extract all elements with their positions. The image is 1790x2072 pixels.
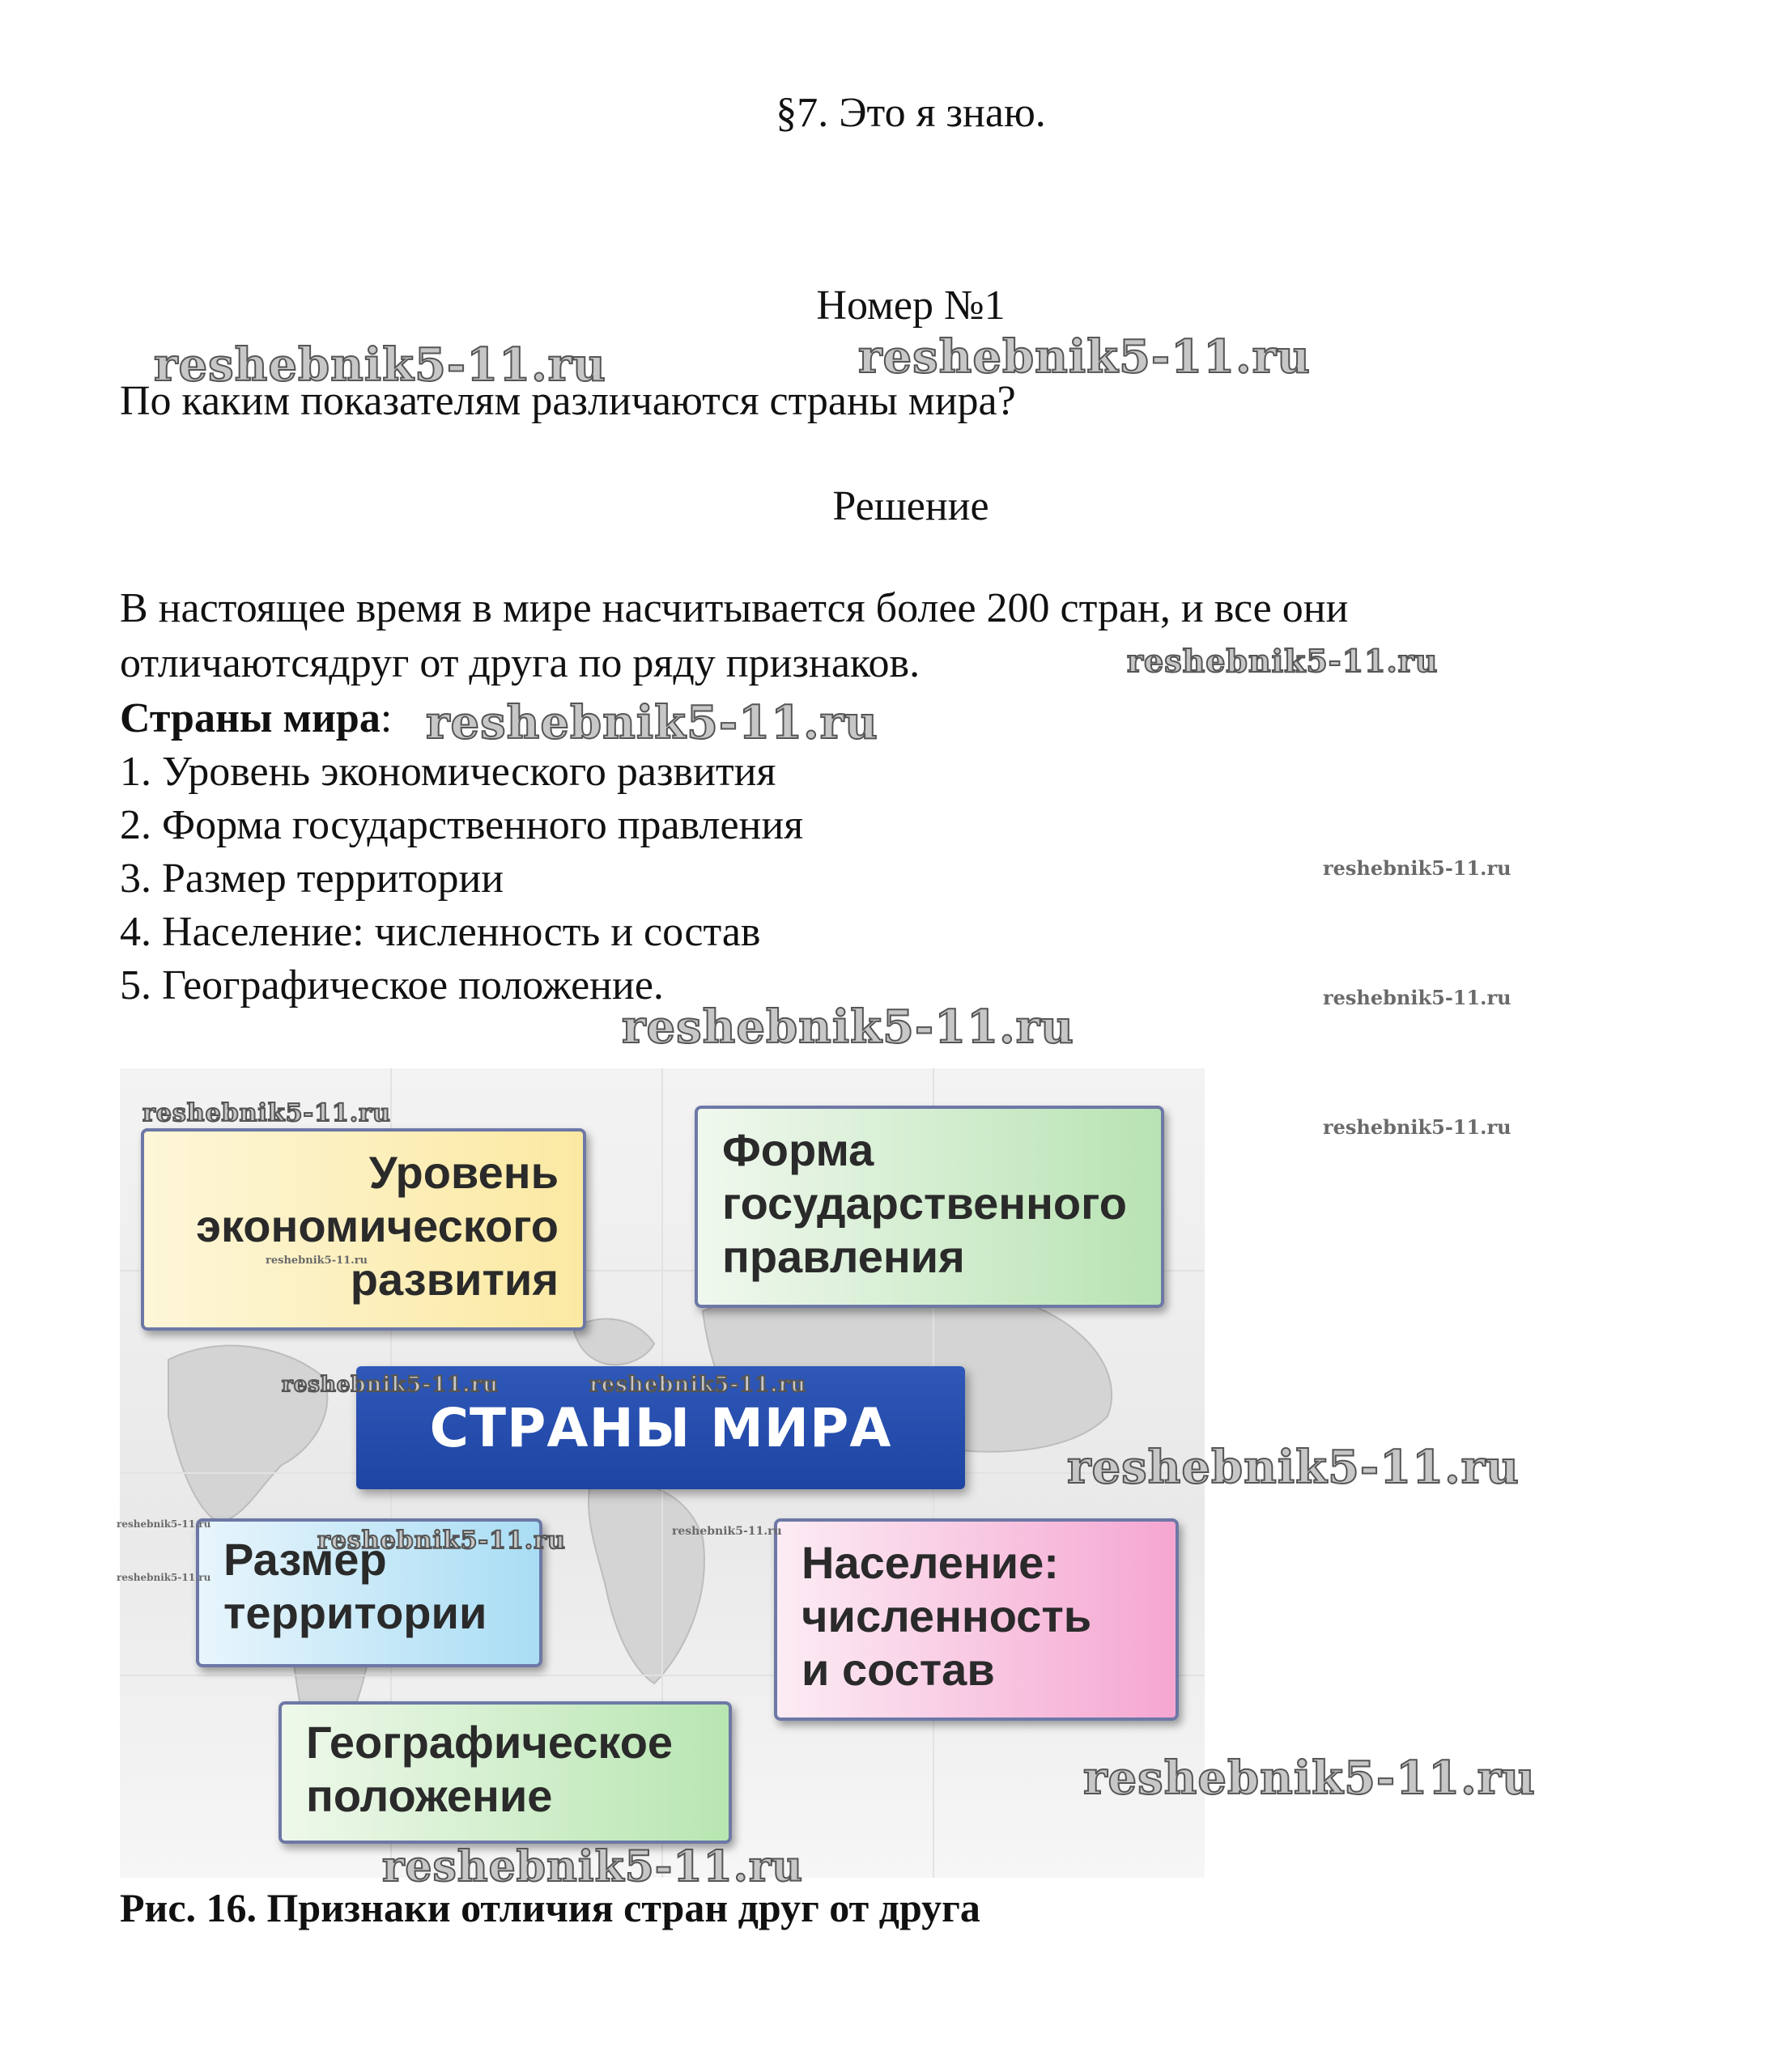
box-line: Размер	[223, 1534, 387, 1585]
box-line: Географическое	[306, 1717, 674, 1768]
list-heading-text: Страны мира	[120, 695, 381, 741]
geographic-position-box	[278, 1701, 732, 1844]
list-item: 1. Уровень экономического развития	[120, 749, 776, 795]
list-item: 4. Население: численность и состав	[120, 909, 761, 955]
watermark: reshebnik5-11.ru	[142, 1099, 391, 1127]
watermark: reshebnik5-11.ru	[622, 1000, 1074, 1054]
section-title: §7. Это я знаю.	[776, 90, 1046, 136]
box-line: численность	[801, 1590, 1092, 1641]
watermark: reshebnik5-11.ru	[382, 1842, 804, 1892]
list-heading-colon: :	[380, 695, 393, 741]
economy-level-box	[141, 1128, 586, 1331]
countries-diagram	[120, 1068, 1205, 1878]
watermark: reshebnik5-11.ru	[154, 338, 606, 392]
watermark: reshebnik5-11.ru	[282, 1373, 500, 1397]
countries-of-world-banner: СТРАНЫ МИРА	[356, 1366, 965, 1489]
watermark: reshebnik5-11.ru	[1323, 1115, 1512, 1139]
watermark: reshebnik5-11.ru	[1323, 856, 1512, 880]
watermark: reshebnik5-11.ru	[1323, 986, 1512, 1009]
box-line: правления	[722, 1231, 965, 1282]
question-text: По каким показателям различаются страны мира?	[120, 378, 1016, 424]
box-line: положение	[306, 1770, 553, 1821]
government-form-box	[695, 1106, 1164, 1308]
watermark: reshebnik5-11.ru	[117, 1572, 211, 1583]
watermark: reshebnik5-11.ru	[317, 1526, 566, 1555]
list-item: 3. Размер территории	[120, 856, 504, 902]
watermark: reshebnik5-11.ru	[117, 1518, 211, 1530]
watermark: reshebnik5-11.ru	[1083, 1751, 1536, 1805]
watermark: reshebnik5-11.ru	[266, 1255, 368, 1267]
box-line: Уровень	[368, 1147, 559, 1198]
figure-caption: Рис. 16. Признаки отличия стран друг от друга	[120, 1885, 980, 1930]
solution-heading: Решение	[832, 483, 989, 529]
watermark: reshebnik5-11.ru	[1067, 1441, 1520, 1494]
list-heading	[120, 694, 392, 742]
box-line: Форма	[722, 1124, 874, 1175]
paragraph-line-1: В настоящее время в мире насчитывается более 200 стран, и все они	[120, 585, 1349, 631]
watermark: reshebnik5-11.ru	[426, 696, 878, 749]
watermark: reshebnik5-11.ru	[589, 1373, 807, 1397]
box-line: территории	[223, 1587, 487, 1638]
watermark: reshebnik5-11.ru	[858, 330, 1311, 384]
list-item: 2. Форма государственного правления	[120, 802, 804, 848]
watermark: reshebnik5-11.ru	[1127, 643, 1439, 679]
watermark: reshebnik5-11.ru	[672, 1525, 782, 1538]
population-box	[774, 1518, 1179, 1721]
box-line: Население:	[801, 1537, 1059, 1588]
box-line: государственного	[722, 1178, 1127, 1229]
paragraph-line-2: отличаютсядруг от друга по ряду признаков.	[120, 640, 921, 686]
box-line: развития	[350, 1254, 559, 1305]
list-item: 5. Географическое положение.	[120, 962, 664, 1008]
exercise-number: Номер №1	[816, 282, 1006, 329]
box-line: экономического	[196, 1200, 559, 1251]
box-line: и состав	[801, 1644, 995, 1695]
